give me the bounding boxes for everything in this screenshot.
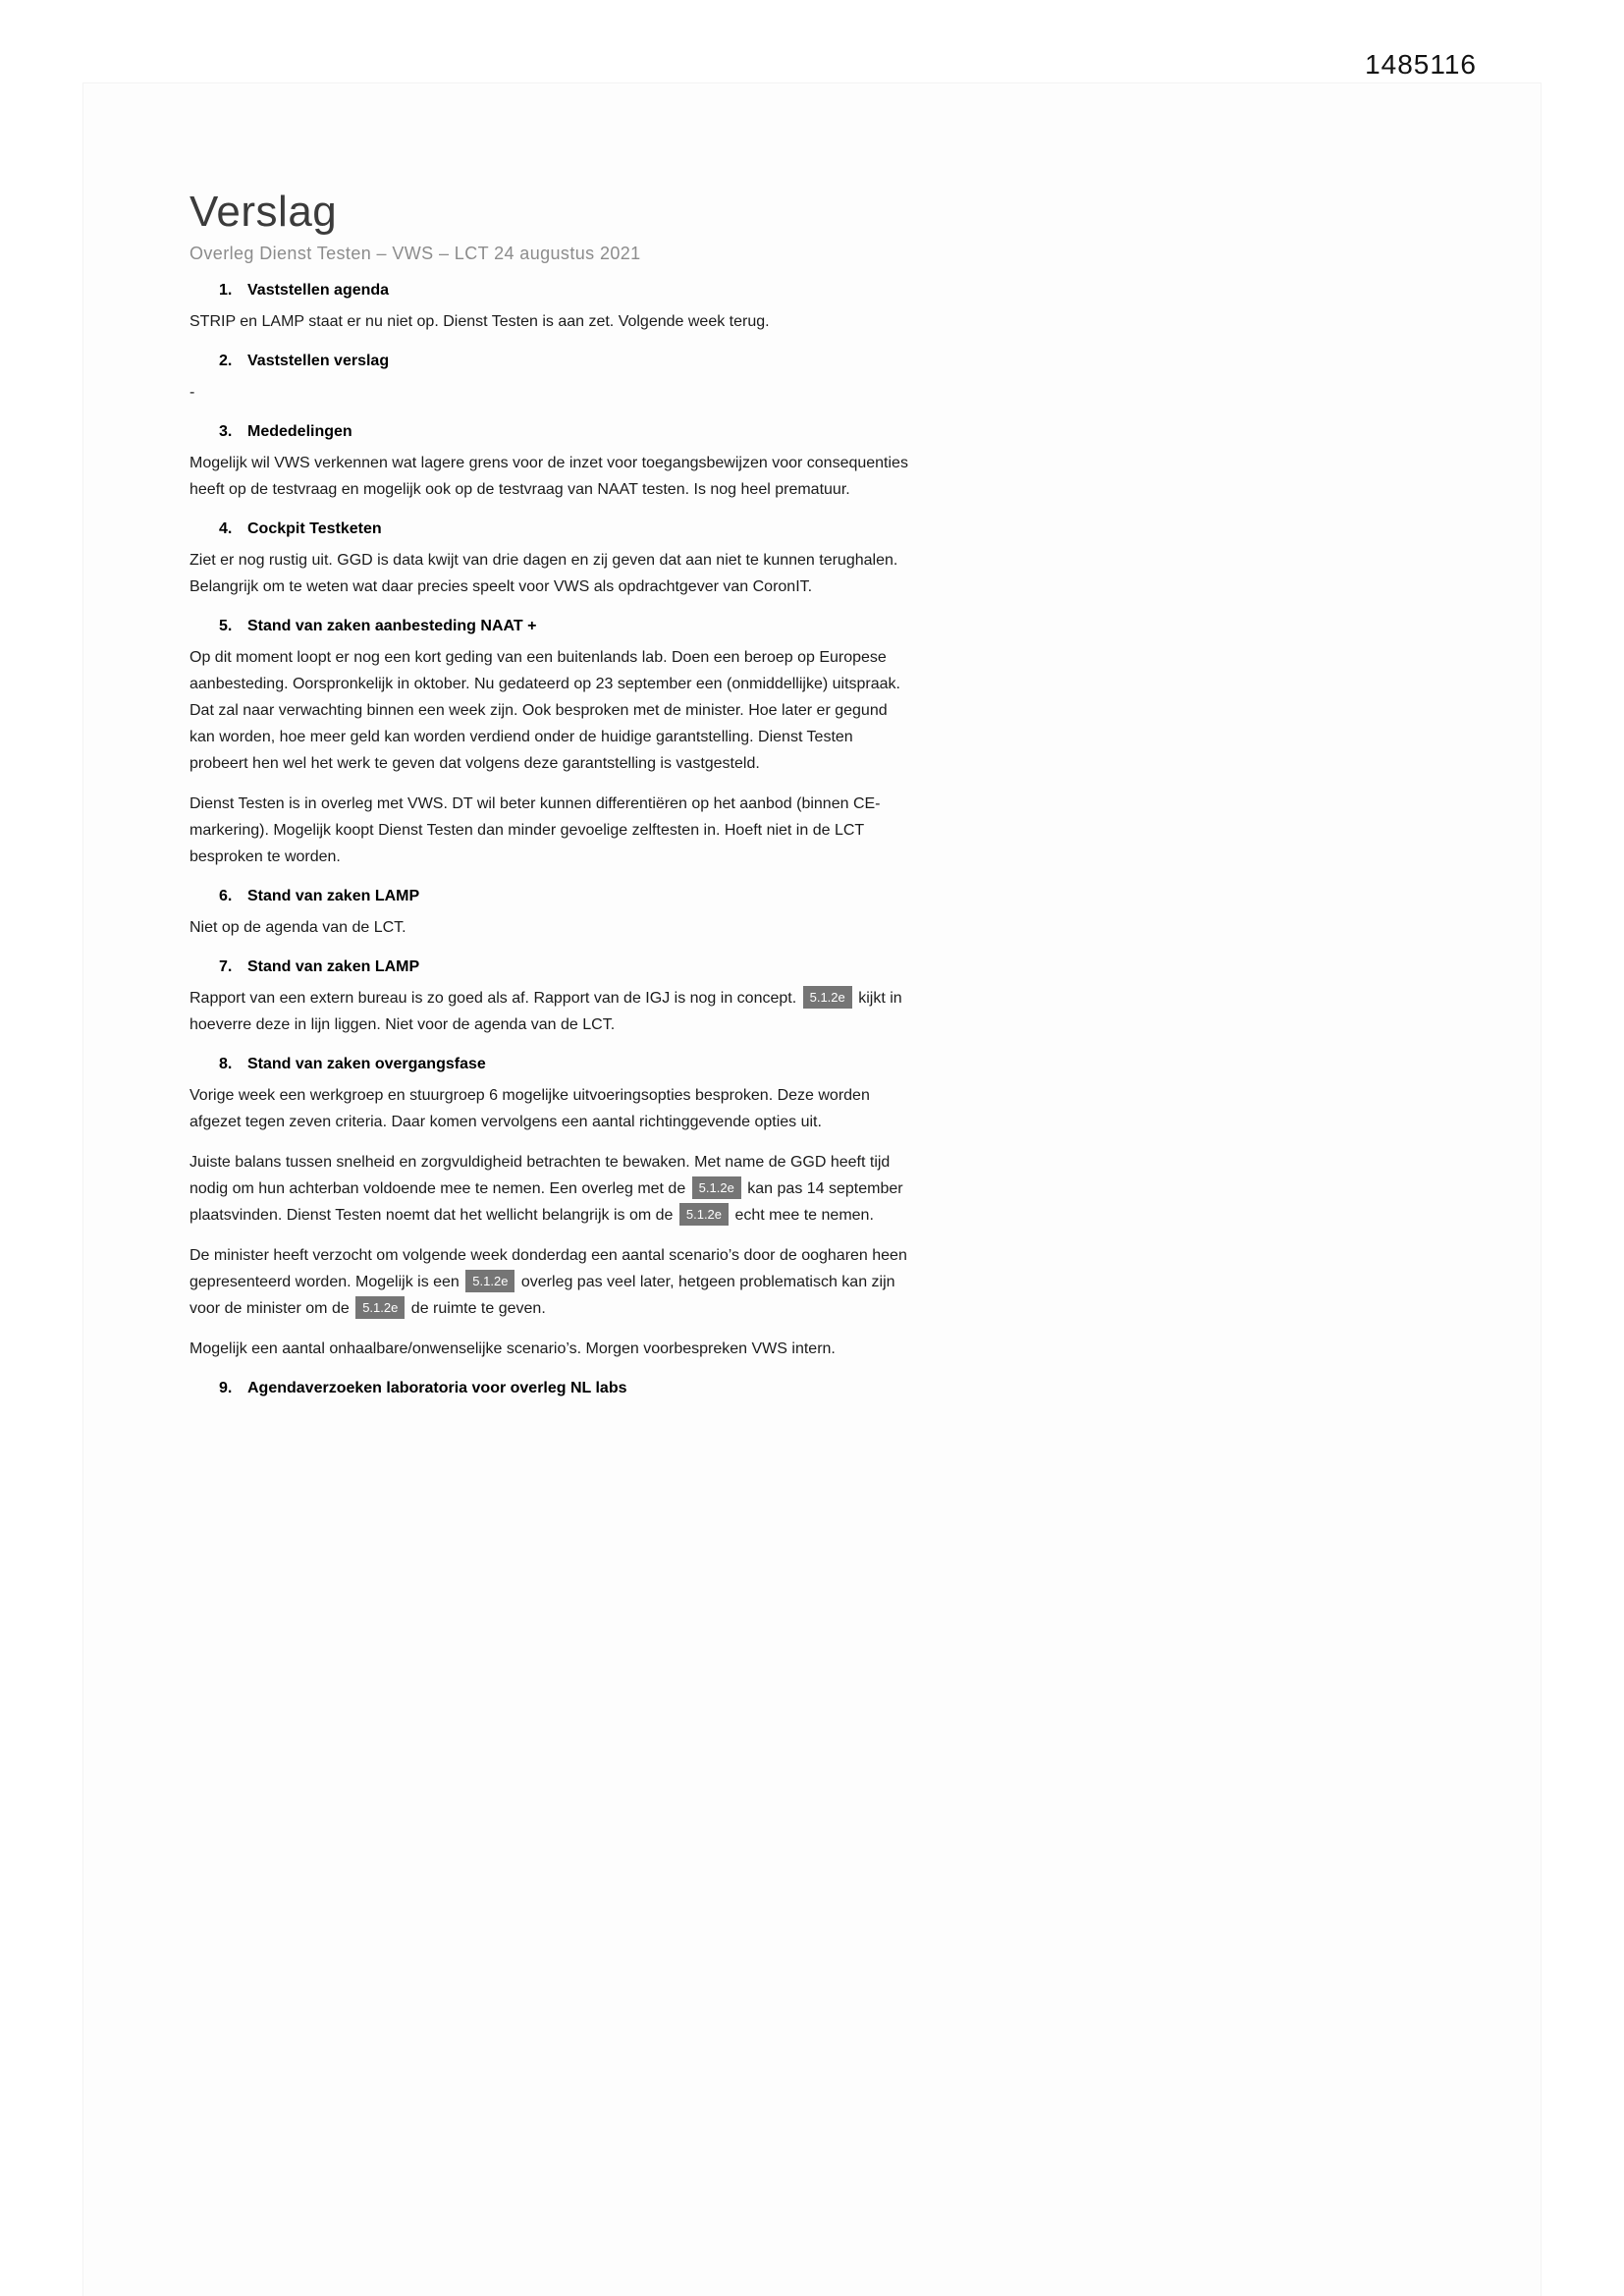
- section-number: 4.: [219, 520, 233, 538]
- section: [189, 1054, 913, 1362]
- paragraph: Rapport van een extern bureau is zo goed als af. Rapport van de IGJ is nog in concept. 5.1.2e kijkt in hoeverre deze in lijn liggen. Niet voor de agenda van de LCT.: [189, 985, 913, 1038]
- paragraph: STRIP en LAMP staat er nu niet op. Dienst Testen is aan zet. Volgende week terug.: [189, 313, 770, 331]
- section-title: Mededelingen: [247, 423, 352, 441]
- redaction-box: 5.1.2e: [679, 1203, 729, 1226]
- section: [189, 421, 913, 503]
- section: [189, 1378, 913, 1399]
- paragraph: De minister heeft verzocht om volgende week donderdag een aantal scenario’s door de oogharen heen gepresenteerd worden. Mogelijk is een 5.1.2e overleg pas veel later, hetgeen problematisch kan zijn voor de minister om de 5.1.2e de ruimte te geven.: [189, 1247, 907, 1318]
- section-title: Vaststellen verslag: [247, 353, 390, 370]
- section-heading: [189, 519, 913, 540]
- section-number: 6.: [219, 888, 233, 905]
- paragraph: Ziet er nog rustig uit. GGD is data kwijt van drie dagen en zij geven dat aan niet te kunnen terughalen. Belangrijk om te weten wat daar precies speelt voor VWS als opdrachtgever van CoronIT.: [189, 552, 898, 596]
- section: [189, 519, 913, 600]
- paragraph: Op dit moment loopt er nog een kort geding van een buitenlands lab. Doen een beroep op Europese aanbesteding. Oorspronkelijk in oktober. Nu gedateerd op 23 september een (onmiddellijke) uitspraak. Dat zal naar verwachting binnen een week zijn. Ook besproken met de minister. Hoe later er gegund kan worden, hoe meer geld kan worden verdiend onder de huidige garantstelling. Dienst Testen probeert hen wel het werk te geven dat volgens deze garantstelling is vastgesteld.: [189, 649, 900, 773]
- section-number: 1.: [219, 282, 233, 300]
- redaction-box: 5.1.2e: [803, 986, 852, 1009]
- section-title: Stand van zaken LAMP: [247, 888, 420, 905]
- paragraph: Mogelijk wil VWS verkennen wat lagere grens voor de inzet voor toegangsbewijzen voor consequenties heeft op de testvraag en mogelijk ook op de testvraag van NAAT testen. Is nog heel prematuur.: [189, 455, 908, 499]
- section-title: Stand van zaken overgangsfase: [247, 1056, 486, 1073]
- document-subtitle: Overleg Dienst Testen – VWS – LCT 24 augustus 2021: [189, 244, 641, 264]
- paragraph: Juiste balans tussen snelheid en zorgvuldigheid betrachten te bewaken. Met name de GGD heeft tijd nodig om hun achterban voldoende mee te nemen. Een overleg met de 5.1.2e kan pas 14 september plaatsvinden. Dienst Testen noemt dat het wellicht belangrijk is om de 5.1.2e echt mee te nemen.: [189, 1154, 903, 1225]
- section-heading: [189, 616, 913, 637]
- document-content: [189, 189, 913, 1406]
- section: [189, 957, 913, 1038]
- section-number: 8.: [219, 1056, 233, 1073]
- document-body: [189, 280, 913, 1399]
- redaction-box: 5.1.2e: [465, 1270, 514, 1292]
- paragraph: Mogelijk een aantal onhaalbare/onwenselijke scenario’s. Morgen voorbespreken VWS intern.: [189, 1340, 836, 1358]
- section-title: Agendaverzoeken laboratoria voor overleg NL labs: [247, 1380, 627, 1397]
- section-number: 3.: [219, 423, 233, 441]
- section-number: 5.: [219, 618, 233, 635]
- section-title: Vaststellen agenda: [247, 282, 390, 300]
- section-heading: [189, 1378, 913, 1399]
- section: [189, 280, 913, 335]
- section-heading: [189, 280, 913, 301]
- section-heading: [189, 886, 913, 907]
- document-title: Verslag: [189, 188, 338, 236]
- section-heading: [189, 421, 913, 443]
- document-id-number: 1485116: [1365, 49, 1477, 80]
- section-heading: [189, 351, 913, 372]
- paragraph: -: [189, 384, 195, 402]
- paragraph: Dienst Testen is in overleg met VWS. DT wil beter kunnen differentiëren op het aanbod (binnen CE-markering). Mogelijk koopt Dienst Testen dan minder gevoelige zelftesten in. Hoeft niet in de LCT besproken te worden.: [189, 795, 881, 866]
- paragraph: Vorige week een werkgroep en stuurgroep 6 mogelijke uitvoeringsopties besproken. Deze worden afgezet tegen zeven criteria. Daar komen vervolgens een aantal richtinggevende opties uit.: [189, 1087, 870, 1131]
- paragraph: Niet op de agenda van de LCT.: [189, 919, 406, 937]
- section-heading: [189, 1054, 913, 1075]
- section: [189, 616, 913, 870]
- section-number: 7.: [219, 958, 233, 976]
- section-title: Cockpit Testketen: [247, 520, 382, 538]
- section-title: Stand van zaken LAMP: [247, 958, 420, 976]
- section: [189, 886, 913, 941]
- section-heading: [189, 957, 913, 978]
- section-title: Stand van zaken aanbesteding NAAT +: [247, 618, 537, 635]
- section: [189, 351, 913, 406]
- section-number: 2.: [219, 353, 233, 370]
- redaction-box: 5.1.2e: [692, 1176, 741, 1199]
- redaction-box: 5.1.2e: [355, 1296, 405, 1319]
- section-number: 9.: [219, 1380, 233, 1397]
